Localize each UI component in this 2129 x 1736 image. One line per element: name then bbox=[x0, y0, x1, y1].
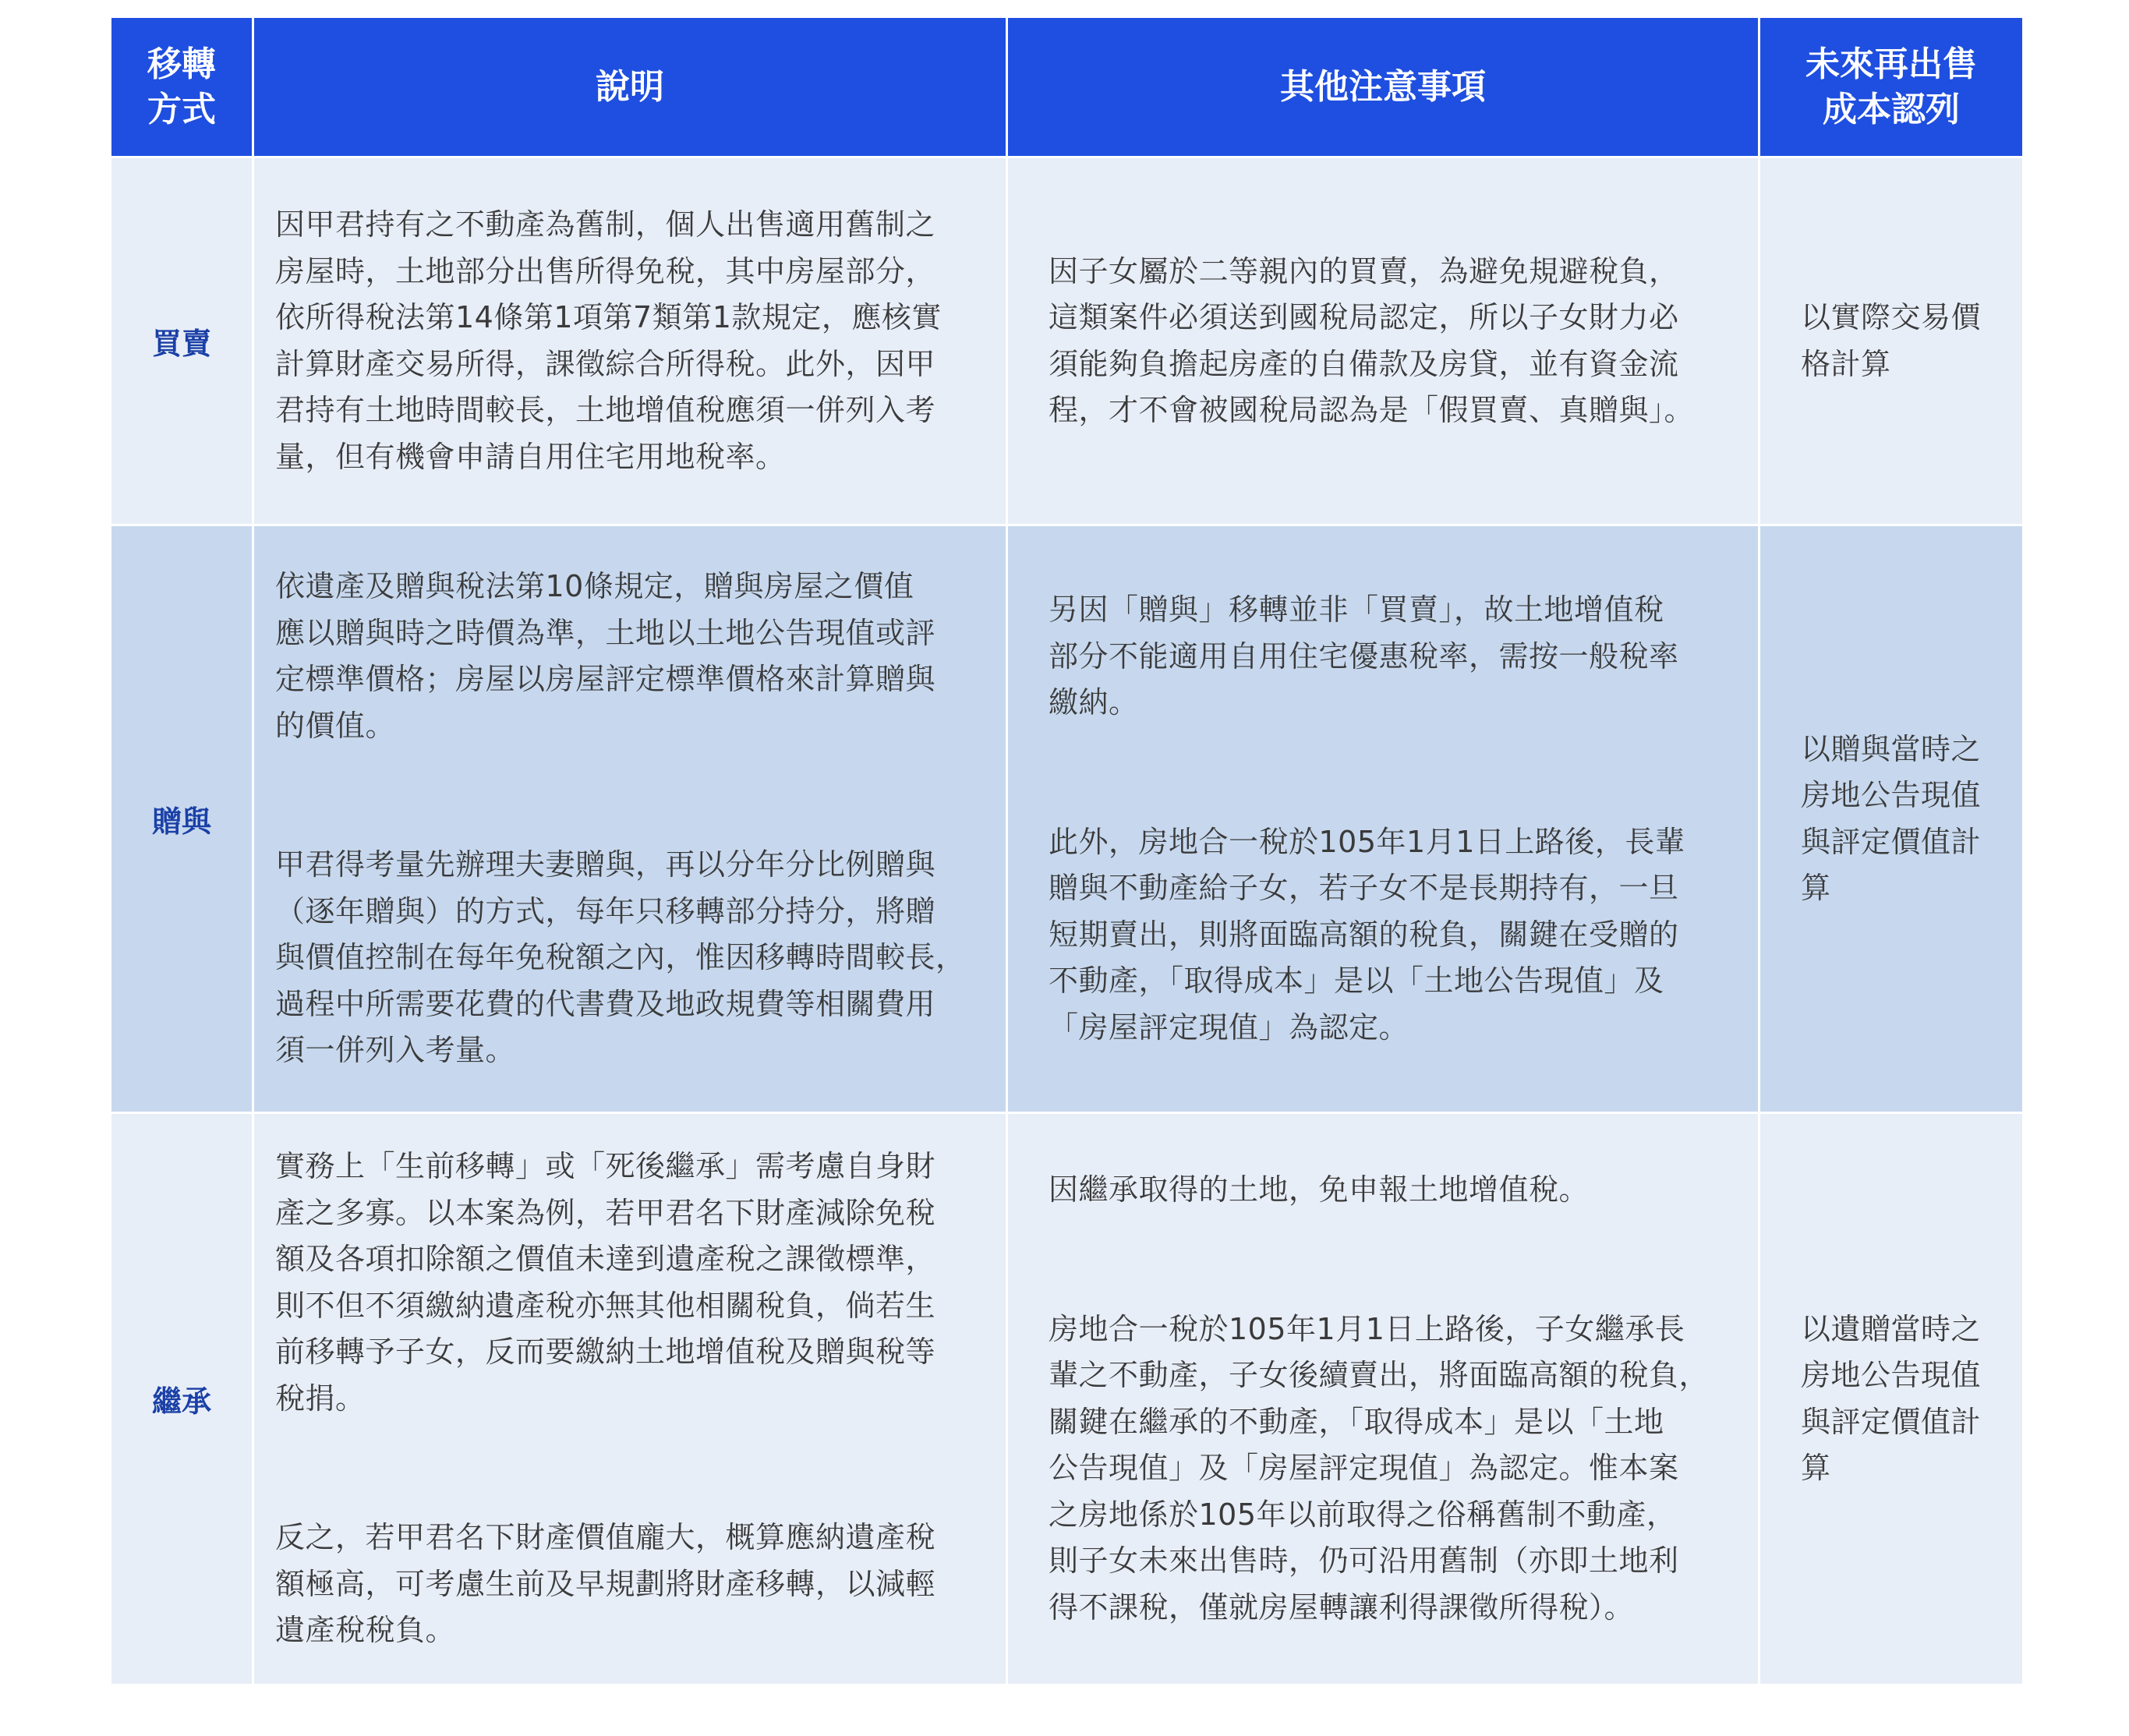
row-description-inheritance bbox=[254, 1114, 1008, 1686]
row-method-sale: 買賣 bbox=[111, 158, 254, 526]
notes-paragraph: 另因「贈與」移轉並非「買賣」，故土地增值稅 部分不能適用自用住宅優惠稅率，需按一般稅率 繳納。 bbox=[1049, 592, 1679, 720]
row-cost-gift: 以贈與當時之 房地公告現值 與評定價值計 算 bbox=[1760, 526, 2022, 1114]
row-cost-inheritance: 以遺贈當時之 房地公告現值 與評定價值計 算 bbox=[1760, 1114, 2022, 1686]
description-paragraph: 反之，若甲君名下財產價值龐大，概算應納遺產稅 額極高，可考慮生前及早規劃將財產移轉，以減輕 遺產稅稅負。 bbox=[275, 1520, 936, 1648]
row-notes-gift bbox=[1008, 526, 1760, 1114]
row-method-gift: 贈與 bbox=[111, 526, 254, 1114]
notes-paragraph: 因繼承取得的土地，免申報土地增值稅。 bbox=[1049, 1172, 1590, 1207]
description-paragraph: 因甲君持有之不動產為舊制，個人出售適用舊制之 房屋時，土地部分出售所得免稅，其中房屋部分， 依所得稅法第14條第1項第7類第1款規定，應核實 計算財產交易所得，課徵綜合所得稅。此外，因甲 君持有土地時間較長，土地增值稅應須一併列入考 量，但有機會申請自用住宅用地稅率。 bbox=[275, 207, 942, 474]
header-notes: 其他注意事項 bbox=[1008, 18, 1760, 158]
row-method-inheritance: 繼承 bbox=[111, 1114, 254, 1686]
row-notes-inheritance bbox=[1008, 1114, 1760, 1686]
header-method: 移轉 方式 bbox=[111, 18, 254, 158]
description-paragraph: 實務上「生前移轉」或「死後繼承」需考慮自身財 產之多寡。以本案為例，若甲君名下財產減除免稅 額及各項扣除額之價值未達到遺產稅之課徵標準， 則不但不須繳納遺產稅亦無其他相關稅負，倘若生 前移轉予子女，反而要繳納土地增值稅及贈與稅等 稅捐。 bbox=[275, 1149, 936, 1416]
row-description-gift bbox=[254, 526, 1008, 1114]
header-cost: 未來再出售 成本認列 bbox=[1760, 18, 2022, 158]
description-paragraph: 甲君得考量先辦理夫妻贈與，再以分年分比例贈與 （逐年贈與）的方式，每年只移轉部分持分，將贈 與價值控制在每年免稅額之內，惟因移轉時間較長， 過程中所需要花費的代書費及地政規費等相關費用 須一併列入考量。 bbox=[275, 847, 966, 1068]
notes-paragraph: 房地合一稅於105年1月1日上路後，子女繼承長 輩之不動產，子女後續賣出，將面臨高額的稅負， 關鍵在繼承的不動產，「取得成本」是以「土地 公告現值」及「房屋評定現值」為認定。惟本案 之房地係於105年以前取得之俗稱舊制不動產， 則子女未來出售時，仍可沿用舊制（亦即土地利 得不課稅，僅就房屋轉讓利得課徵所得稅）。 bbox=[1049, 1311, 1710, 1625]
description-paragraph: 依遺產及贈與稅法第10條規定，贈與房屋之價值 應以贈與時之時價為準，土地以土地公告現值或評 定標準價格；房屋以房屋評定標準價格來計算贈與 的價值。 bbox=[275, 569, 936, 743]
tax-comparison-table bbox=[111, 18, 2022, 1686]
notes-paragraph: 此外，房地合一稅於105年1月1日上路後，長輩 贈與不動產給子女，若子女不是長期持有，一旦 短期賣出，則將面臨高額的稅負，關鍵在受贈的 不動產，「取得成本」是以「土地公告現值」及 「房屋評定現值」為認定。 bbox=[1049, 824, 1685, 1045]
row-description-sale bbox=[254, 158, 1008, 526]
row-notes-sale bbox=[1008, 158, 1760, 526]
row-cost-sale: 以實際交易價 格計算 bbox=[1760, 158, 2022, 526]
notes-paragraph: 因子女屬於二等親內的買賣，為避免規避稅負， 這類案件必須送到國稅局認定，所以子女財力必 須能夠負擔起房產的自備款及房貸，並有資金流 程，才不會被國稅局認為是「假買賣、真贈與」。 bbox=[1049, 253, 1695, 427]
header-description: 說明 bbox=[254, 18, 1008, 158]
